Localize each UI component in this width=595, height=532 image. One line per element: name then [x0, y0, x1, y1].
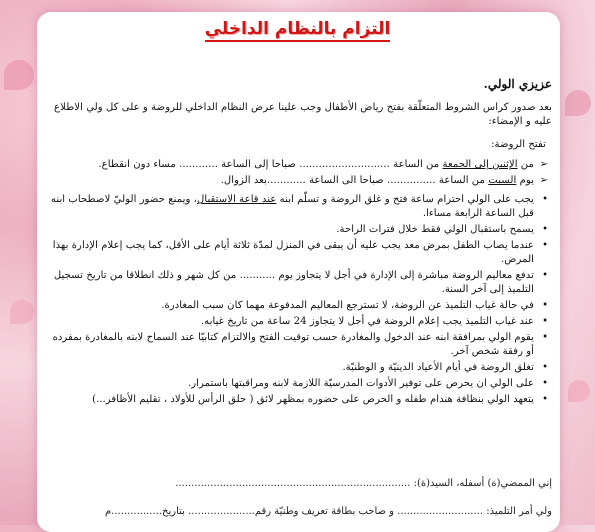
parent-id-line: ولي أمر التلميذ: ........................... و صاحب بطاقة تعريف وطنيّة رقم..................... بتاريخ................م	[104, 506, 552, 517]
bullet-icon: •	[542, 378, 548, 389]
page-title	[0, 19, 595, 39]
schedule-item: ➢ من الإثنين إلى الجمعة من الساعة ............................ صباحا إلى الساعة ............ مساء دون انقطاع.	[98, 159, 548, 170]
bullet-icon: •	[542, 300, 548, 311]
bullet-icon: •	[542, 194, 548, 205]
bullet-icon: •	[542, 240, 548, 251]
arrow-bullet-icon: ➢	[539, 175, 548, 186]
bullet-icon: •	[542, 270, 548, 281]
rule-item: • تغلق الروضة في أيام الأعياد الدينيّة و الوطنيّة.	[342, 362, 548, 373]
bullet-icon: •	[542, 332, 548, 343]
petal-decoration	[565, 90, 591, 116]
rule-item: • يقوم الولي بمرافقة ابنه عند الدخول والمغادرة حسب توقيت الفتح والالتزام كتابيّا عند السماح لابنه بالمغادرة بمفرده أو رفقة شخص آخر.	[52, 332, 548, 357]
rules-list	[44, 193, 552, 407]
schedule-item: ➢ يوم السبت من الساعة ............... صباحا الى الساعة ............بعد الزوال.	[220, 175, 548, 186]
petal-decoration	[568, 380, 590, 402]
bullet-icon: •	[542, 362, 548, 373]
bullet-icon: •	[542, 224, 548, 235]
bullet-icon: •	[542, 316, 548, 327]
page-title-text: التزام بالنظام الداخلي	[205, 19, 391, 42]
petal-decoration	[4, 60, 34, 90]
arrow-bullet-icon: ➢	[539, 159, 548, 170]
document-body	[44, 77, 552, 409]
greeting: عزيزي الولي.	[483, 77, 552, 91]
rule-item: • في حالة غياب التلميذ عن الروضة، لا تسترجع المعاليم المدفوعة مهما كان سبب المغادرة.	[161, 300, 548, 311]
rule-item: • عندما يصاب الطفل بمرض معد يجب عليه أن يبقى في المنزل لمدّة ثلاثة أيام على الأقل، كما يجب إعلام الإدارة بهذا المرض.	[52, 240, 548, 265]
rule-item: • عند غياب التلميذ يجب إعلام الروضة في أجل لا يتجاوز 24 ساعة من تاريخ غيابه.	[200, 316, 548, 327]
rule-item: • على الولي ان يحرص على توفير الأدوات المدرسيّة اللازمة لابنه ومراقبتها باستمرار.	[187, 378, 548, 389]
intro-paragraph: بعد صدور كراس الشروط المتعلّقة بفتح رياض الأطفال وجب علينا عرض النظام الداخلي للروضة و على كل ولي الاطلاع عليه و الإمضاء:	[54, 102, 552, 127]
petal-decoration	[10, 300, 34, 324]
signature-line: إني الممضي(ة) أسفله، السيد(ة): ..........................................................................	[175, 478, 552, 489]
opening-heading: تفتح الروضة:	[491, 139, 546, 150]
rule-item: • تدفع معاليم الروضة مباشرة إلى الإدارة في أجل لا يتجاوز يوم ........... من كل شهر و ذلك انطلاقا من تاريخ تسجيل التلميذ إلى آخر السنة.	[53, 270, 548, 295]
bullet-icon: •	[542, 394, 548, 405]
rule-item: • يجب على الولي احترام ساعة فتح و غلق الروضة و تسلّم ابنه عند قاعة الاستقبال، ويمنع حضور الوليّ لاصطحاب ابنه قبل الساعة الرابعة مساءا.	[50, 194, 548, 219]
schedule-list	[44, 158, 552, 188]
rule-item: • يتعهد الولي بنظافة هندام طفله و الحرص على حضوره بمظهر لائق ( حلق الرأس للأولاد ، تقليم الأظافر...)	[92, 394, 548, 405]
rule-item: • يسمح باستقبال الولي فقط خلال فترات الراحة.	[336, 224, 548, 235]
